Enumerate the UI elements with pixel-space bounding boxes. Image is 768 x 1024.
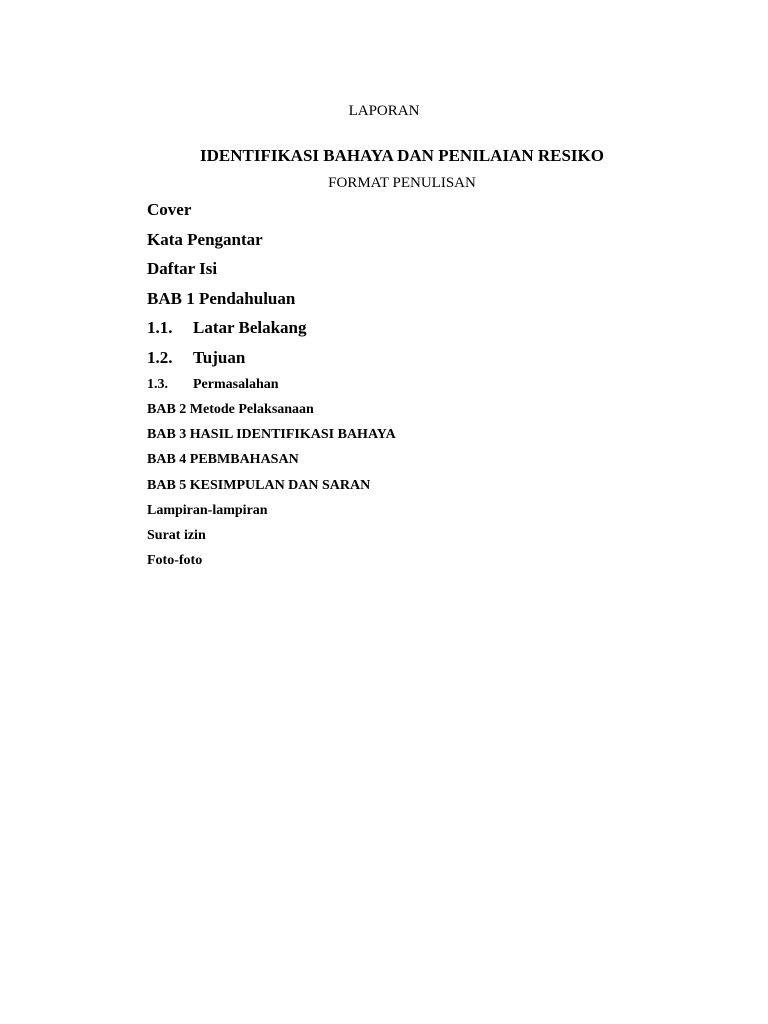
toc-item-label: BAB 2 Metode Pelaksanaan bbox=[147, 402, 314, 417]
toc-item-bab-2 bbox=[147, 401, 314, 419]
toc-item-label: Surat izin bbox=[147, 528, 206, 543]
toc-item-number: 1.2. bbox=[147, 348, 173, 367]
toc-item-foto-foto bbox=[147, 552, 202, 570]
document-header: LAPORAN bbox=[348, 103, 420, 119]
toc-item-daftar-isi bbox=[147, 258, 217, 280]
toc-item-number: 1.3. bbox=[147, 377, 168, 392]
toc-item-kata-pengantar bbox=[147, 229, 263, 251]
toc-item-tujuan bbox=[147, 347, 245, 369]
toc-item-bab-5 bbox=[147, 477, 370, 495]
toc-item-label: Cover bbox=[147, 200, 192, 219]
document-title: IDENTIFIKASI BAHAYA DAN PENILAIAN RESIKO bbox=[199, 146, 604, 165]
document-subtitle: FORMAT PENULISAN bbox=[328, 175, 476, 191]
toc-item-bab-1 bbox=[147, 288, 295, 310]
toc-item-cover bbox=[147, 199, 191, 221]
toc-item-label: BAB 1 Pendahuluan bbox=[147, 289, 296, 308]
toc-item-label: Daftar Isi bbox=[147, 259, 218, 278]
toc-item-label: Kata Pengantar bbox=[147, 230, 263, 249]
toc-item-label: Lampiran-lampiran bbox=[147, 503, 268, 518]
toc-item-label: Tujuan bbox=[193, 348, 246, 367]
toc-item-label: BAB 3 HASIL IDENTIFIKASI BAHAYA bbox=[147, 427, 396, 442]
toc-item-bab-3 bbox=[147, 426, 396, 444]
toc-item-latar-belakang bbox=[147, 317, 307, 339]
toc-item-label: BAB 4 PEBMBAHASAN bbox=[147, 452, 299, 467]
toc-item-permasalahan bbox=[147, 376, 279, 394]
toc-item-bab-4 bbox=[147, 451, 299, 469]
toc-item-label: BAB 5 KESIMPULAN DAN SARAN bbox=[147, 478, 371, 493]
toc-item-number: 1.1. bbox=[147, 318, 173, 337]
toc-item-label: Foto-foto bbox=[147, 553, 203, 568]
toc-item-label: Permasalahan bbox=[193, 377, 279, 392]
toc-item-label: Latar Belakang bbox=[193, 318, 307, 337]
toc-item-surat-izin bbox=[147, 527, 206, 545]
toc-item-lampiran bbox=[147, 502, 268, 520]
